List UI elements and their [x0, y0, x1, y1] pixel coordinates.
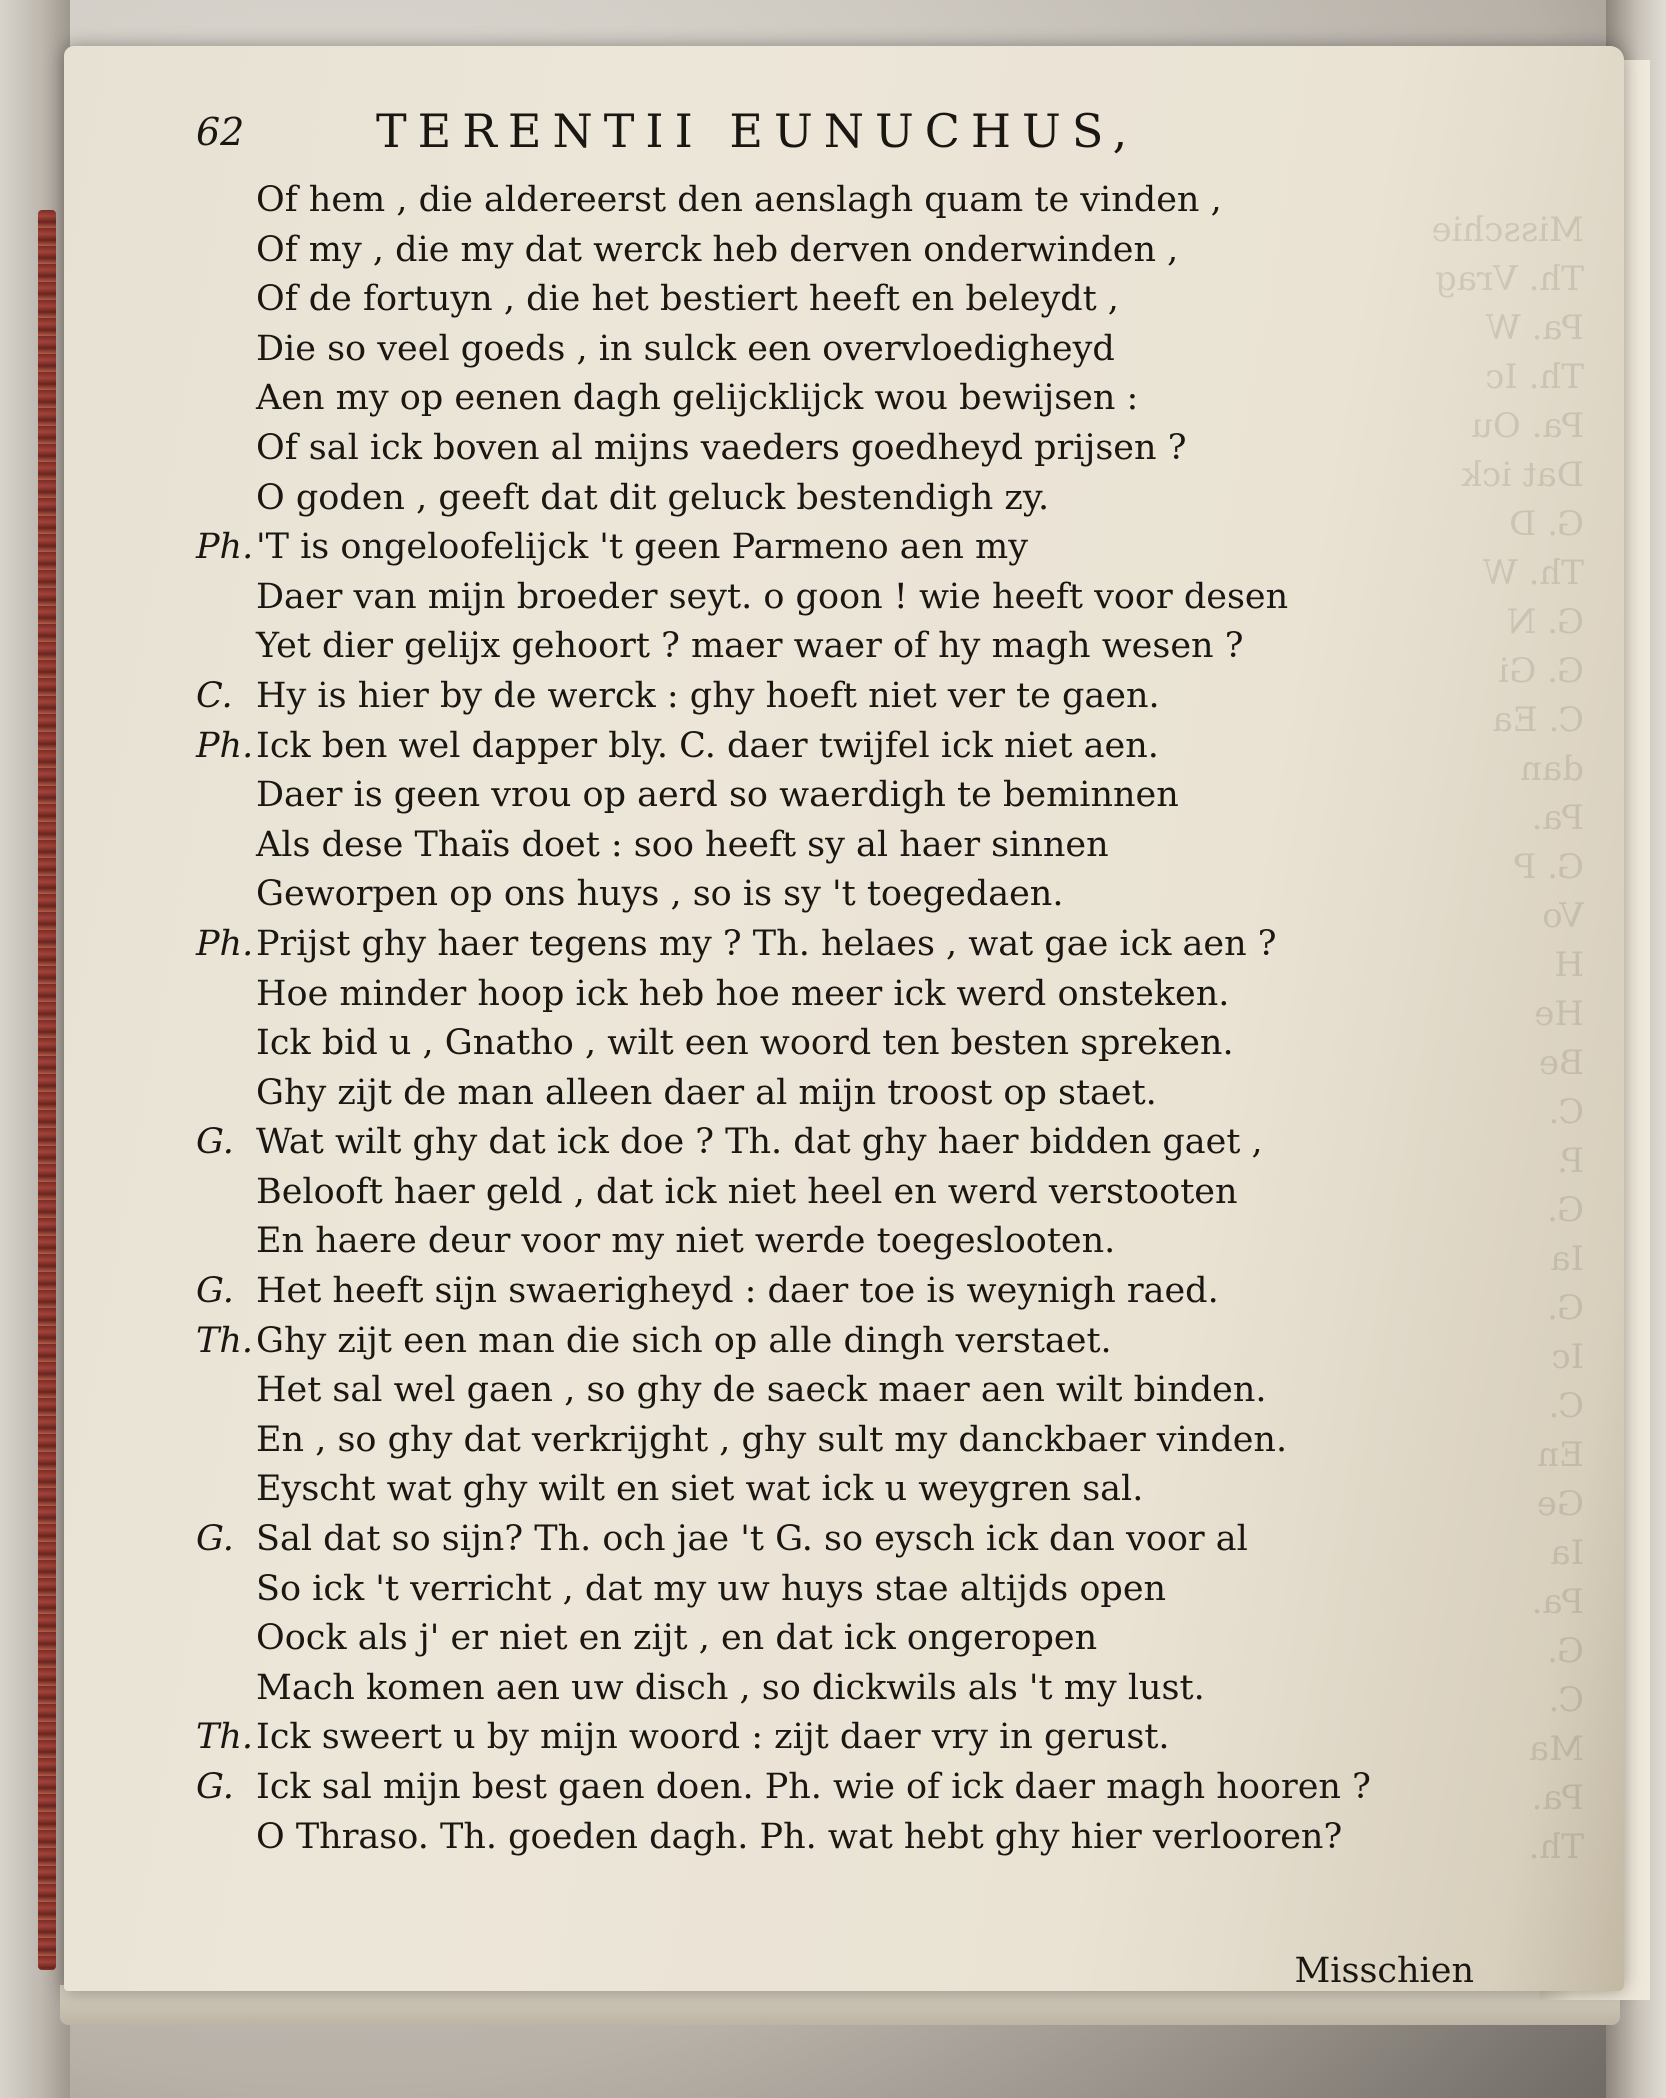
show-through-text: Misschie Th. Vrag Pa. W Th. Ic Pa. Ou Dat ick G. D Th. W G. N G. Gi C. Ea dan Pa. G. P Vo H He Be C. P. G. Ia G. Ic C. En Ge Ia Pa. G. C. Ma Pa. Th. [1431, 210, 1584, 1867]
speaker-label: C. [196, 675, 233, 716]
verse-text: En haere deur voor my niet werde toegeslooten. [256, 1221, 1116, 1262]
verse-text: Als dese Thaïs doet : soo heeft sy al haer sinnen [256, 824, 1109, 865]
verse-line [196, 523, 1496, 573]
verse-line [196, 325, 1496, 375]
speaker-label: Th. [196, 1320, 254, 1361]
verse-line [196, 1217, 1496, 1267]
page-number: 62 [196, 110, 245, 154]
verse-line [196, 1515, 1496, 1565]
speaker-label: Ph. [196, 923, 254, 964]
verse-line [196, 870, 1496, 920]
verse-text: Sal dat so sijn? Th. och jae 't G. so eysch ick dan voor al [256, 1519, 1248, 1560]
verse-line [196, 1614, 1496, 1664]
verse-text: Prijst ghy haer tegens my ? Th. helaes , wat gae ick aen ? [256, 923, 1277, 964]
verse-line [196, 1664, 1496, 1714]
verse-text: Ick ben wel dapper bly. C. daer twijfel ick niet aen. [256, 725, 1159, 766]
marbled-binding-edge [38, 210, 56, 1970]
verse-line [196, 1366, 1496, 1416]
verse-text: Of hem , die aldereerst den aenslagh quam te vinden , [256, 180, 1222, 220]
verse-text: Het heeft sijn swaerigheyd : daer toe is weynigh raed. [256, 1271, 1219, 1312]
verse-text: Belooft haer geld , dat ick niet heel en werd verstooten [256, 1171, 1238, 1212]
catchword: Misschien [1294, 1951, 1474, 1991]
verse-line [196, 1713, 1496, 1763]
page-text [196, 104, 1496, 1862]
speaker-label: Ph. [196, 725, 254, 766]
verse-text: 'T is ongeloofelijck 't geen Parmeno aen my [256, 527, 1029, 568]
verse-line [196, 920, 1496, 970]
verse-line [196, 1317, 1496, 1367]
verse-text: Aen my op eenen dagh gelijcklijck wou bewijsen : [256, 378, 1139, 419]
verse-text: En , so ghy dat verkrijght , ghy sult my danckbaer vinden. [256, 1419, 1288, 1460]
verse-line [196, 821, 1496, 871]
verse-text: Of sal ick boven al mijns vaeders goedheyd prijsen ? [256, 427, 1187, 468]
verse-line [196, 970, 1496, 1020]
verse-line [196, 1118, 1496, 1168]
speaker-label: Th. [196, 1717, 254, 1758]
verse-line [196, 1069, 1496, 1119]
verse-text: Daer is geen vrou op aerd so waerdigh te beminnen [256, 775, 1179, 816]
verse-text: Ick sal mijn best gaen doen. Ph. wie of ick daer magh hooren ? [256, 1767, 1371, 1807]
verse-text: Ghy zijt de man alleen daer al mijn troost op staet. [256, 1072, 1157, 1113]
verse-text: Het sal wel gaen , so ghy de saeck maer aen wilt binden. [256, 1370, 1267, 1411]
verse-line [196, 1267, 1496, 1317]
verse-line [196, 622, 1496, 672]
verse-line [196, 226, 1496, 276]
verse-text: Hoe minder hoop ick heb hoe meer ick werd onsteken. [256, 973, 1230, 1014]
cloth-background-left [0, 0, 70, 2098]
verse-line [196, 474, 1496, 524]
verse-text: O Thraso. Th. goeden dagh. Ph. wat hebt ghy hier verlooren? [256, 1816, 1343, 1857]
verse-line [196, 424, 1496, 474]
page-header [196, 104, 1496, 174]
verse-text: Geworpen op ons huys , so is sy 't toegedaen. [256, 874, 1064, 915]
running-title: TERENTII EUNUCHUS, [376, 104, 1139, 158]
verse-text: Of my , die my dat werck heb derven onderwinden , [256, 229, 1179, 270]
verse-text: Oock als j' er niet en zijt , en dat ick ongeropen [256, 1618, 1098, 1659]
verse-text: Of de fortuyn , die het bestiert heeft en beleydt , [256, 279, 1119, 320]
speaker-label: G. [196, 1767, 234, 1807]
verse-text: Ick sweert u by mijn woord : zijt daer vry in gerust. [256, 1717, 1170, 1758]
verse-text: So ick 't verricht , dat my uw huys stae altijds open [256, 1568, 1167, 1609]
verse-line [196, 771, 1496, 821]
verse-line [196, 722, 1496, 772]
verse-line [196, 1565, 1496, 1615]
verse-line [196, 1465, 1496, 1515]
verse-text: Die so veel goeds , in sulck een overvloedigheyd [256, 328, 1115, 369]
verse-line [196, 1813, 1496, 1863]
verse-line [196, 1019, 1496, 1069]
verse-text: Yet dier gelijx gehoort ? maer waer of hy magh wesen ? [256, 626, 1244, 667]
verse-text: Ick bid u , Gnatho , wilt een woord ten besten spreken. [256, 1023, 1234, 1064]
verse-line [196, 374, 1496, 424]
verse-text: Eyscht wat ghy wilt en siet wat ick u weygren sal. [256, 1469, 1144, 1510]
verse-line [196, 1168, 1496, 1218]
verse-line [196, 1763, 1496, 1813]
verse-line [196, 1416, 1496, 1466]
speaker-label: Ph. [196, 527, 254, 568]
verse-text: O goden , geeft dat dit geluck bestendigh zy. [256, 477, 1050, 518]
book-page [64, 46, 1624, 1991]
speaker-label: G. [196, 1122, 234, 1163]
speaker-label: G. [196, 1519, 234, 1560]
verse-text: Mach komen aen uw disch , so dickwils als 't my lust. [256, 1667, 1205, 1708]
verse-text: Daer van mijn broeder seyt. o goon ! wie heeft voor desen [256, 576, 1289, 617]
verse-line [196, 275, 1496, 325]
page-edges-bottom [60, 1985, 1620, 2025]
verse-line [196, 176, 1496, 226]
verse-line [196, 672, 1496, 722]
verse-text: Hy is hier by de werck : ghy hoeft niet ver te gaen. [256, 675, 1160, 716]
verse-text: Wat wilt ghy dat ick doe ? Th. dat ghy haer bidden gaet , [256, 1122, 1263, 1163]
speaker-label: G. [196, 1271, 234, 1312]
verse-text: Ghy zijt een man die sich op alle dingh verstaet. [256, 1320, 1112, 1361]
verse-line [196, 573, 1496, 623]
